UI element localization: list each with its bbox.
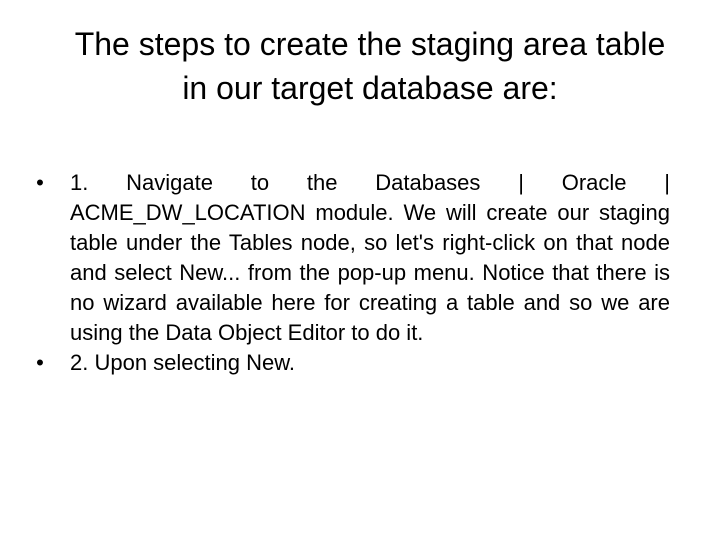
bullet-item xyxy=(30,348,670,378)
bullet-marker: • xyxy=(36,170,44,195)
bullet-marker: • xyxy=(36,350,44,375)
slide-title: The steps to create the staging area table in our target database are: xyxy=(74,26,666,106)
bullet-text: 1. Navigate to the Databases | Oracle | ACME_DW_LOCATION module. We will create our staging table under the Tables node, so let's right-click on that node and select New... from the pop-up menu. Notice that there is no wizard available here for creating a table and so we are using the Data Object Editor to do it. xyxy=(70,170,670,345)
bullet-text: 2. Upon selecting New. xyxy=(70,350,296,375)
bullet-list xyxy=(30,168,670,378)
bullet-item xyxy=(30,168,670,348)
